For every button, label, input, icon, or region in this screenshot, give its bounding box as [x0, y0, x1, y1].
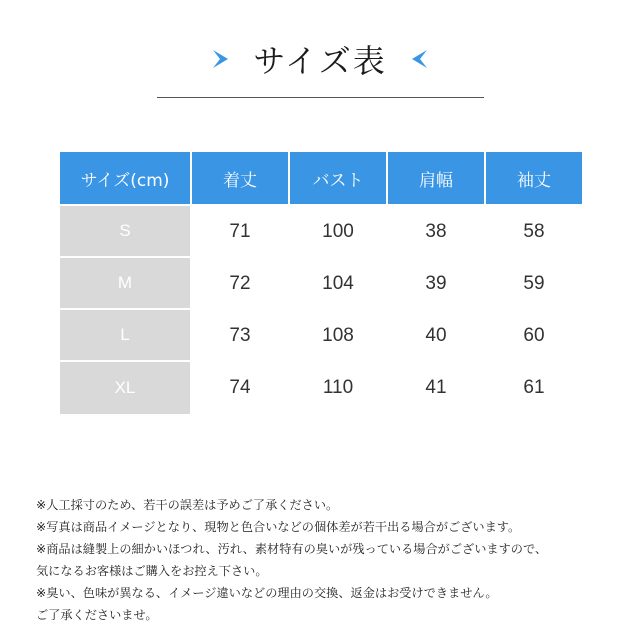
note-line: ※臭い、色味が異なる、イメージ違いなどの理由の交換、返金はお受けできません。	[36, 586, 498, 600]
header-sleeve: 袖丈	[486, 152, 582, 204]
header-shoulder: 肩幅	[388, 152, 484, 204]
chevron-right-icon	[211, 48, 241, 70]
table-cell: 72	[229, 273, 251, 294]
table-cell: 58	[523, 221, 545, 242]
row-label-m: M	[60, 258, 190, 308]
table-cell: 59	[523, 273, 545, 294]
table-cell: 110	[322, 377, 354, 398]
note-line: 気になるお客様はご購入をお控え下さい。	[36, 564, 268, 578]
table-cell: 74	[229, 377, 251, 398]
title-block	[0, 34, 640, 84]
table-cell: 38	[425, 221, 447, 242]
note-line: ※商品は縫製上の細かいほつれ、汚れ、素材特有の臭いが残っている場合がございますので、	[36, 542, 548, 556]
chevron-left-icon	[399, 48, 429, 70]
table-cell: 41	[425, 377, 447, 398]
header-length: 着丈	[192, 152, 288, 204]
header-size: サイズ(cm)	[60, 152, 190, 204]
header-bust: バスト	[290, 152, 386, 204]
row-label-l: L	[60, 310, 190, 360]
table-cell: 39	[425, 273, 447, 294]
table-cell: 100	[322, 221, 354, 242]
table-cell: 71	[229, 221, 251, 242]
table-cell: 108	[322, 325, 354, 346]
row-label-xl: XL	[60, 362, 190, 414]
page-title: サイズ表	[253, 42, 387, 80]
table-cell: 73	[229, 325, 251, 346]
table-cell: 61	[523, 377, 545, 398]
table-cell: 40	[425, 325, 447, 346]
title-divider	[157, 97, 484, 98]
size-table	[60, 152, 582, 414]
notes-block	[36, 494, 636, 626]
row-label-s: S	[60, 206, 190, 256]
note-line: ※人工採寸のため、若干の誤差は予めご了承ください。	[36, 498, 339, 512]
note-line: ご了承くださいませ。	[36, 608, 158, 622]
table-cell: 104	[322, 273, 354, 294]
table-cell: 60	[523, 325, 545, 346]
note-line: ※写真は商品イメージとなり、現物と色合いなどの個体差が若干出る場合がございます。	[36, 520, 521, 534]
